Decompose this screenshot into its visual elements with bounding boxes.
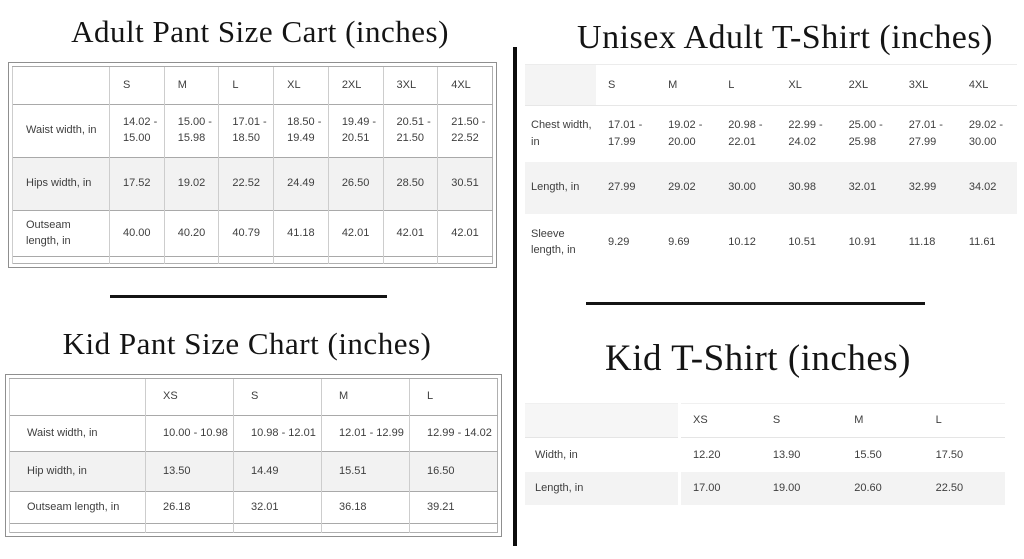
size-column-header: 2XL xyxy=(328,67,383,105)
size-column-header: M xyxy=(322,379,410,416)
size-value: 36.18 xyxy=(322,492,410,524)
size-value: 17.50 xyxy=(935,448,964,461)
spacer-cell xyxy=(10,524,146,533)
measure-row xyxy=(10,492,498,524)
size-value: 42.01 xyxy=(328,211,383,257)
size-column-header: 4XL xyxy=(438,67,493,105)
size-value: 25.00 - 25.98 xyxy=(848,119,883,148)
spacer-cell xyxy=(13,257,110,264)
measure-row xyxy=(13,211,493,257)
size-value: 19.02 xyxy=(164,158,219,211)
size-value: 28.50 xyxy=(383,158,438,211)
spacer-cell xyxy=(164,257,219,264)
size-value: 15.50 xyxy=(854,448,882,461)
size-column-header: M xyxy=(842,404,923,438)
spacer-row xyxy=(13,257,493,264)
spacer-cell xyxy=(383,257,438,264)
spacer-cell xyxy=(219,257,274,264)
size-column-header: XL xyxy=(776,65,836,106)
unisex-adult-tshirt-size-grid xyxy=(525,64,1017,271)
measure-row xyxy=(525,214,1017,271)
row-label: Outseam length, in xyxy=(13,211,110,257)
size-value: 12.99 - 14.02 xyxy=(410,416,498,452)
size-value: 10.51 xyxy=(788,235,816,248)
size-value: 11.61 xyxy=(968,235,996,248)
corner-cell xyxy=(10,379,146,416)
size-value: 20.60 xyxy=(854,481,882,494)
adult-pant-size-grid xyxy=(12,66,493,264)
size-value: 19.02 - 20.00 xyxy=(668,119,703,148)
size-column-header: L xyxy=(410,379,498,416)
right-section-divider xyxy=(586,302,925,305)
size-value: 27.01 - 27.99 xyxy=(908,119,943,148)
measure-row xyxy=(525,438,1005,472)
measure-row xyxy=(525,106,1017,162)
size-value: 40.00 xyxy=(110,211,165,257)
size-value: 10.12 xyxy=(728,235,756,248)
size-column-header: 3XL xyxy=(897,65,957,106)
size-column-header: L xyxy=(924,404,1005,438)
size-value: 22.52 xyxy=(219,158,274,211)
spacer-row xyxy=(10,524,498,533)
size-value: 22.50 xyxy=(935,481,964,494)
size-value: 15.51 xyxy=(322,452,410,492)
size-value: 16.50 xyxy=(410,452,498,492)
size-value: 10.00 - 10.98 xyxy=(146,416,234,452)
size-column-header: 3XL xyxy=(383,67,438,105)
corner-cell xyxy=(525,404,680,438)
size-value: 10.91 xyxy=(848,235,877,248)
size-value: 20.98 - 22.01 xyxy=(728,119,763,148)
size-value: 12.20 xyxy=(693,448,721,461)
spacer-cell xyxy=(110,257,165,264)
size-value: 42.01 xyxy=(438,211,493,257)
measure-row xyxy=(525,162,1017,214)
size-value: 13.50 xyxy=(146,452,234,492)
size-value: 14.02 - 15.00 xyxy=(110,105,165,158)
size-value: 42.01 xyxy=(383,211,438,257)
size-value: 26.50 xyxy=(328,158,383,211)
size-value: 20.51 - 21.50 xyxy=(383,105,438,158)
measure-row xyxy=(13,105,493,158)
kid-tshirt-size-grid xyxy=(525,403,1005,505)
row-label: Sleeve length, in xyxy=(531,227,576,256)
size-column-header: L xyxy=(716,65,776,106)
spacer-cell xyxy=(234,524,322,533)
size-value: 39.21 xyxy=(410,492,498,524)
size-column-header: M xyxy=(164,67,219,105)
size-value: 26.18 xyxy=(146,492,234,524)
size-value: 14.49 xyxy=(234,452,322,492)
measure-row xyxy=(10,416,498,452)
size-value: 24.49 xyxy=(274,158,329,211)
size-value: 12.01 - 12.99 xyxy=(322,416,410,452)
header-row xyxy=(525,404,1005,438)
row-label: Waist width, in xyxy=(10,416,146,452)
size-value: 32.01 xyxy=(234,492,322,524)
spacer-cell xyxy=(328,257,383,264)
corner-cell xyxy=(525,65,596,106)
size-value: 11.18 xyxy=(908,235,936,248)
size-column-header: M xyxy=(656,65,716,106)
kid-pant-title: Kid Pant Size Chart (inches) xyxy=(62,326,432,361)
spacer-cell xyxy=(410,524,498,533)
size-value: 17.52 xyxy=(110,158,165,211)
size-value: 10.98 - 12.01 xyxy=(234,416,322,452)
kid-pant-size-grid xyxy=(9,378,498,533)
vertical-divider xyxy=(513,47,517,546)
size-value: 18.50 - 19.49 xyxy=(274,105,329,158)
size-value: 40.79 xyxy=(219,211,274,257)
size-value: 13.90 xyxy=(772,448,801,461)
row-label: Length, in xyxy=(531,181,580,194)
size-column-header: XL xyxy=(274,67,329,105)
size-value: 19.49 - 20.51 xyxy=(328,105,383,158)
size-value: 41.18 xyxy=(274,211,329,257)
adult-pant-title: Adult Pant Size Cart (inches) xyxy=(71,14,449,49)
size-value: 29.02 xyxy=(668,181,696,194)
spacer-cell xyxy=(146,524,234,533)
header-row xyxy=(13,67,493,105)
size-column-header: S xyxy=(596,65,656,106)
size-value: 9.69 xyxy=(668,235,690,248)
size-column-header: XS xyxy=(680,404,761,438)
row-label: Hip width, in xyxy=(10,452,146,492)
measure-row xyxy=(13,158,493,211)
spacer-cell xyxy=(322,524,410,533)
size-value: 34.02 xyxy=(968,181,997,194)
size-value: 17.01 - 18.50 xyxy=(219,105,274,158)
measure-row xyxy=(10,452,498,492)
size-column-header: S xyxy=(110,67,165,105)
header-row xyxy=(10,379,498,416)
size-value: 30.98 xyxy=(788,181,816,194)
row-label: Chest width, in xyxy=(531,119,592,148)
size-value: 32.01 xyxy=(848,181,877,194)
size-value: 30.00 xyxy=(728,181,756,194)
size-column-header: 4XL xyxy=(957,65,1017,106)
size-column-header: 2XL xyxy=(837,65,897,106)
size-value: 30.51 xyxy=(438,158,493,211)
size-value: 17.01 - 17.99 xyxy=(608,119,643,148)
size-column-header: S xyxy=(234,379,322,416)
size-value: 9.29 xyxy=(608,235,630,248)
kid-pant-table xyxy=(5,374,502,537)
adult-pant-table xyxy=(8,62,497,268)
row-label: Outseam length, in xyxy=(10,492,146,524)
size-value: 15.00 - 15.98 xyxy=(164,105,219,158)
size-value: 19.00 xyxy=(772,481,801,494)
corner-cell xyxy=(13,67,110,105)
spacer-cell xyxy=(438,257,493,264)
header-row xyxy=(525,65,1017,106)
row-label: Length, in xyxy=(525,472,680,505)
left-section-divider xyxy=(110,295,387,298)
size-value: 17.00 xyxy=(693,481,721,494)
size-value: 21.50 - 22.52 xyxy=(438,105,493,158)
row-label: Waist width, in xyxy=(13,105,110,158)
size-column-header: L xyxy=(219,67,274,105)
measure-row xyxy=(525,472,1005,505)
spacer-cell xyxy=(274,257,329,264)
size-value: 40.20 xyxy=(164,211,219,257)
row-label: Hips width, in xyxy=(13,158,110,211)
row-label: Width, in xyxy=(525,438,680,472)
size-value: 32.99 xyxy=(908,181,937,194)
size-value: 22.99 - 24.02 xyxy=(788,119,823,148)
size-value: 29.02 - 30.00 xyxy=(968,119,1004,148)
size-column-header: XS xyxy=(146,379,234,416)
size-column-header: S xyxy=(761,404,842,438)
kid-tshirt-title: Kid T-Shirt (inches) xyxy=(605,338,911,379)
unisex-adult-tshirt-title: Unisex Adult T-Shirt (inches) xyxy=(577,19,993,56)
size-value: 27.99 xyxy=(608,181,636,194)
